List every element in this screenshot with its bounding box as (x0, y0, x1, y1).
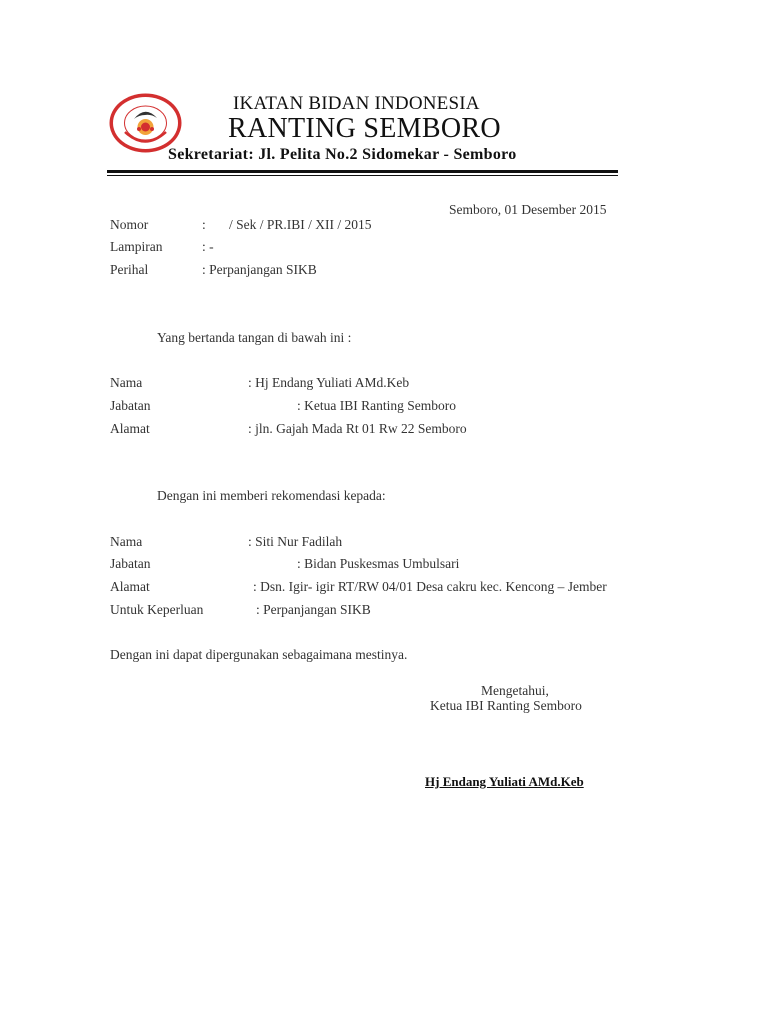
secretariat-address: Sekretariat: Jl. Pelita No.2 Sidomekar - Semboro (168, 146, 517, 163)
signer-alamat-label: Alamat (110, 421, 150, 436)
recipient-jabatan-label: Jabatan (110, 556, 151, 571)
org-name: IKATAN BIDAN INDONESIA (233, 93, 480, 114)
org-branch: RANTING SEMBORO (228, 113, 501, 144)
nomor-colon: : (202, 217, 206, 232)
header-rule-thick (107, 170, 618, 173)
recipient-jabatan-value: : Bidan Puskesmas Umbulsari (297, 556, 460, 571)
signer-alamat-value: : jln. Gajah Mada Rt 01 Rw 22 Semboro (248, 421, 467, 436)
perihal-label: Perihal (110, 262, 149, 277)
recommend-intro: Dengan ini memberi rekomendasi kepada: (157, 488, 386, 503)
recipient-nama-label: Nama (110, 534, 143, 549)
recipient-alamat-value: : Dsn. Igir- igir RT/RW 04/01 Desa cakru kec. Kencong – Jember (253, 579, 607, 594)
closing-text: Dengan ini dapat dipergunakan sebagaimana mestinya. (110, 647, 408, 662)
perihal-value: : Perpanjangan SIKB (202, 262, 317, 277)
lampiran-value: : - (202, 239, 214, 254)
recipient-nama-value: : Siti Nur Fadilah (248, 534, 343, 549)
lampiran-label: Lampiran (110, 239, 163, 254)
signer-nama-label: Nama (110, 375, 143, 390)
intro-text: Yang bertanda tangan di bawah ini : (157, 330, 352, 345)
recipient-keperluan-label: Untuk Keperluan (110, 602, 204, 617)
header-rule-thin (107, 175, 618, 176)
letter-date: Semboro, 01 Desember 2015 (449, 202, 607, 217)
signer-nama-value: : Hj Endang Yuliati AMd.Keb (248, 375, 410, 390)
signer-jabatan-label: Jabatan (110, 398, 151, 413)
mengetahui-text: Mengetahui, (481, 683, 549, 698)
recipient-keperluan-value: : Perpanjangan SIKB (256, 602, 371, 617)
signer-jabatan-value: : Ketua IBI Ranting Semboro (297, 398, 456, 413)
signature-name: Hj Endang Yuliati AMd.Keb (425, 774, 584, 789)
recipient-alamat-label: Alamat (110, 579, 150, 594)
signature-title: Ketua IBI Ranting Semboro (430, 698, 582, 713)
nomor-label: Nomor (110, 217, 149, 232)
nomor-value: / Sek / PR.IBI / XII / 2015 (229, 217, 372, 232)
